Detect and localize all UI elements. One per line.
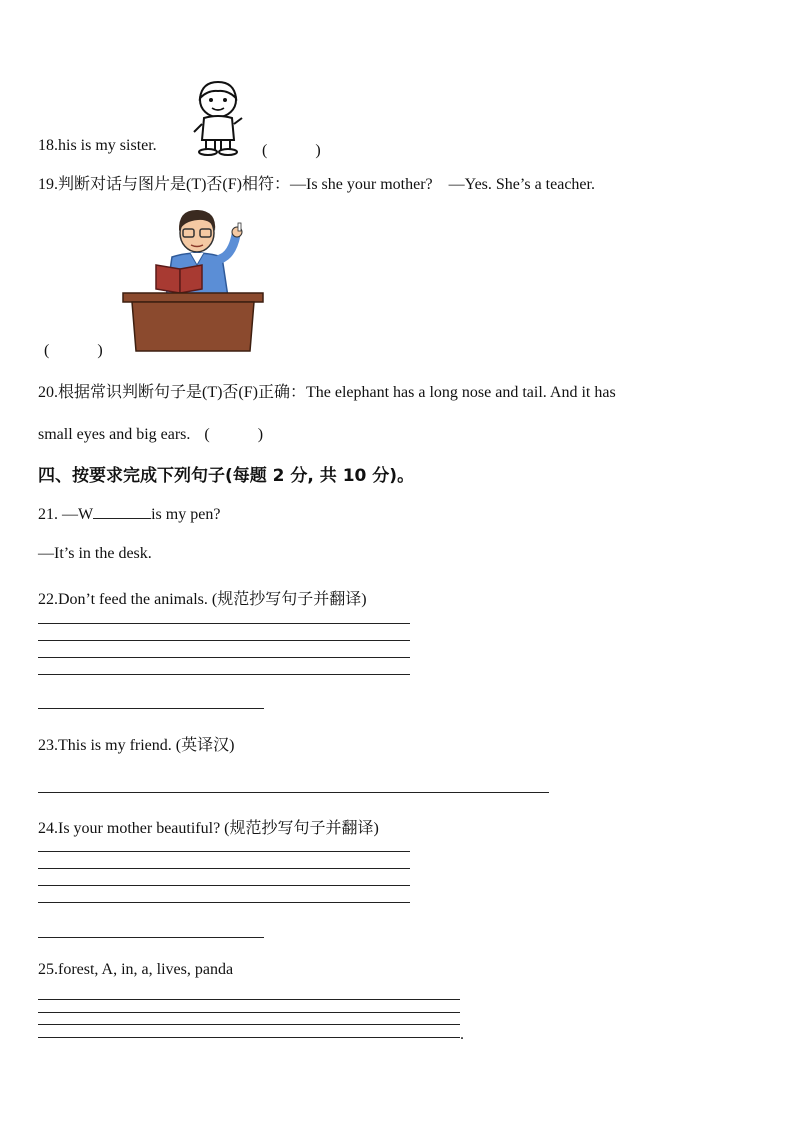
q24-translation-line[interactable]	[38, 937, 264, 938]
q22-writing-line[interactable]	[38, 657, 410, 658]
q24-writing-line[interactable]	[38, 851, 410, 852]
boy-waving-icon	[188, 78, 248, 156]
q25-end-period: .	[460, 1026, 464, 1043]
q22-writing-line[interactable]	[38, 623, 410, 624]
q19-answer-paren[interactable]: ( )	[44, 342, 103, 359]
q22-translation-line[interactable]	[38, 708, 264, 709]
section-4-title: 四、按要求完成下列句子(每题 2 分, 共 10 分)。	[38, 466, 415, 486]
q21-suffix: is my pen?	[151, 506, 221, 523]
q23-text: 23.This is my friend. (英译汉)	[38, 737, 235, 754]
q25-writing-line[interactable]	[38, 1012, 460, 1013]
q21-answer: —It’s in the desk.	[38, 545, 152, 562]
q20-line2	[38, 421, 263, 444]
q18-answer-paren[interactable]: ( )	[262, 142, 321, 159]
q20-line1: 20.根据常识判断句子是(T)否(F)正确：The elephant has a long nose and tail. And it has	[38, 384, 616, 401]
q25-writing-line[interactable]	[38, 999, 460, 1000]
q22-writing-line[interactable]	[38, 674, 410, 675]
q22-writing-line[interactable]	[38, 640, 410, 641]
q24-writing-line[interactable]	[38, 885, 410, 886]
q19-text: 19.判断对话与图片是(T)否(F)相符：—Is she your mother? —Yes. She’s a teacher.	[38, 176, 595, 193]
q24-writing-line[interactable]	[38, 902, 410, 903]
q25-text: 25.forest, A, in, a, lives, panda	[38, 961, 234, 978]
q21-blank[interactable]	[93, 504, 151, 519]
q25-writing-line[interactable]	[38, 1037, 460, 1038]
q24-text: 24.Is your mother beautiful? (规范抄写句子并翻译)	[38, 820, 379, 837]
q20-answer-paren[interactable]: ( )	[204, 426, 264, 443]
q21-question	[38, 504, 220, 524]
q22-text: 22.Don’t feed the animals. (规范抄写句子并翻译)	[38, 591, 367, 608]
q24-writing-line[interactable]	[38, 868, 410, 869]
q18-text: 18.his is my sister.	[38, 137, 157, 154]
q20-line2-text: small eyes and big ears.	[38, 426, 191, 443]
q21-prefix: 21. —W	[38, 506, 94, 523]
q25-writing-line[interactable]	[38, 1024, 460, 1025]
teacher-at-desk-icon	[120, 205, 270, 355]
q23-answer-line[interactable]	[38, 792, 549, 793]
